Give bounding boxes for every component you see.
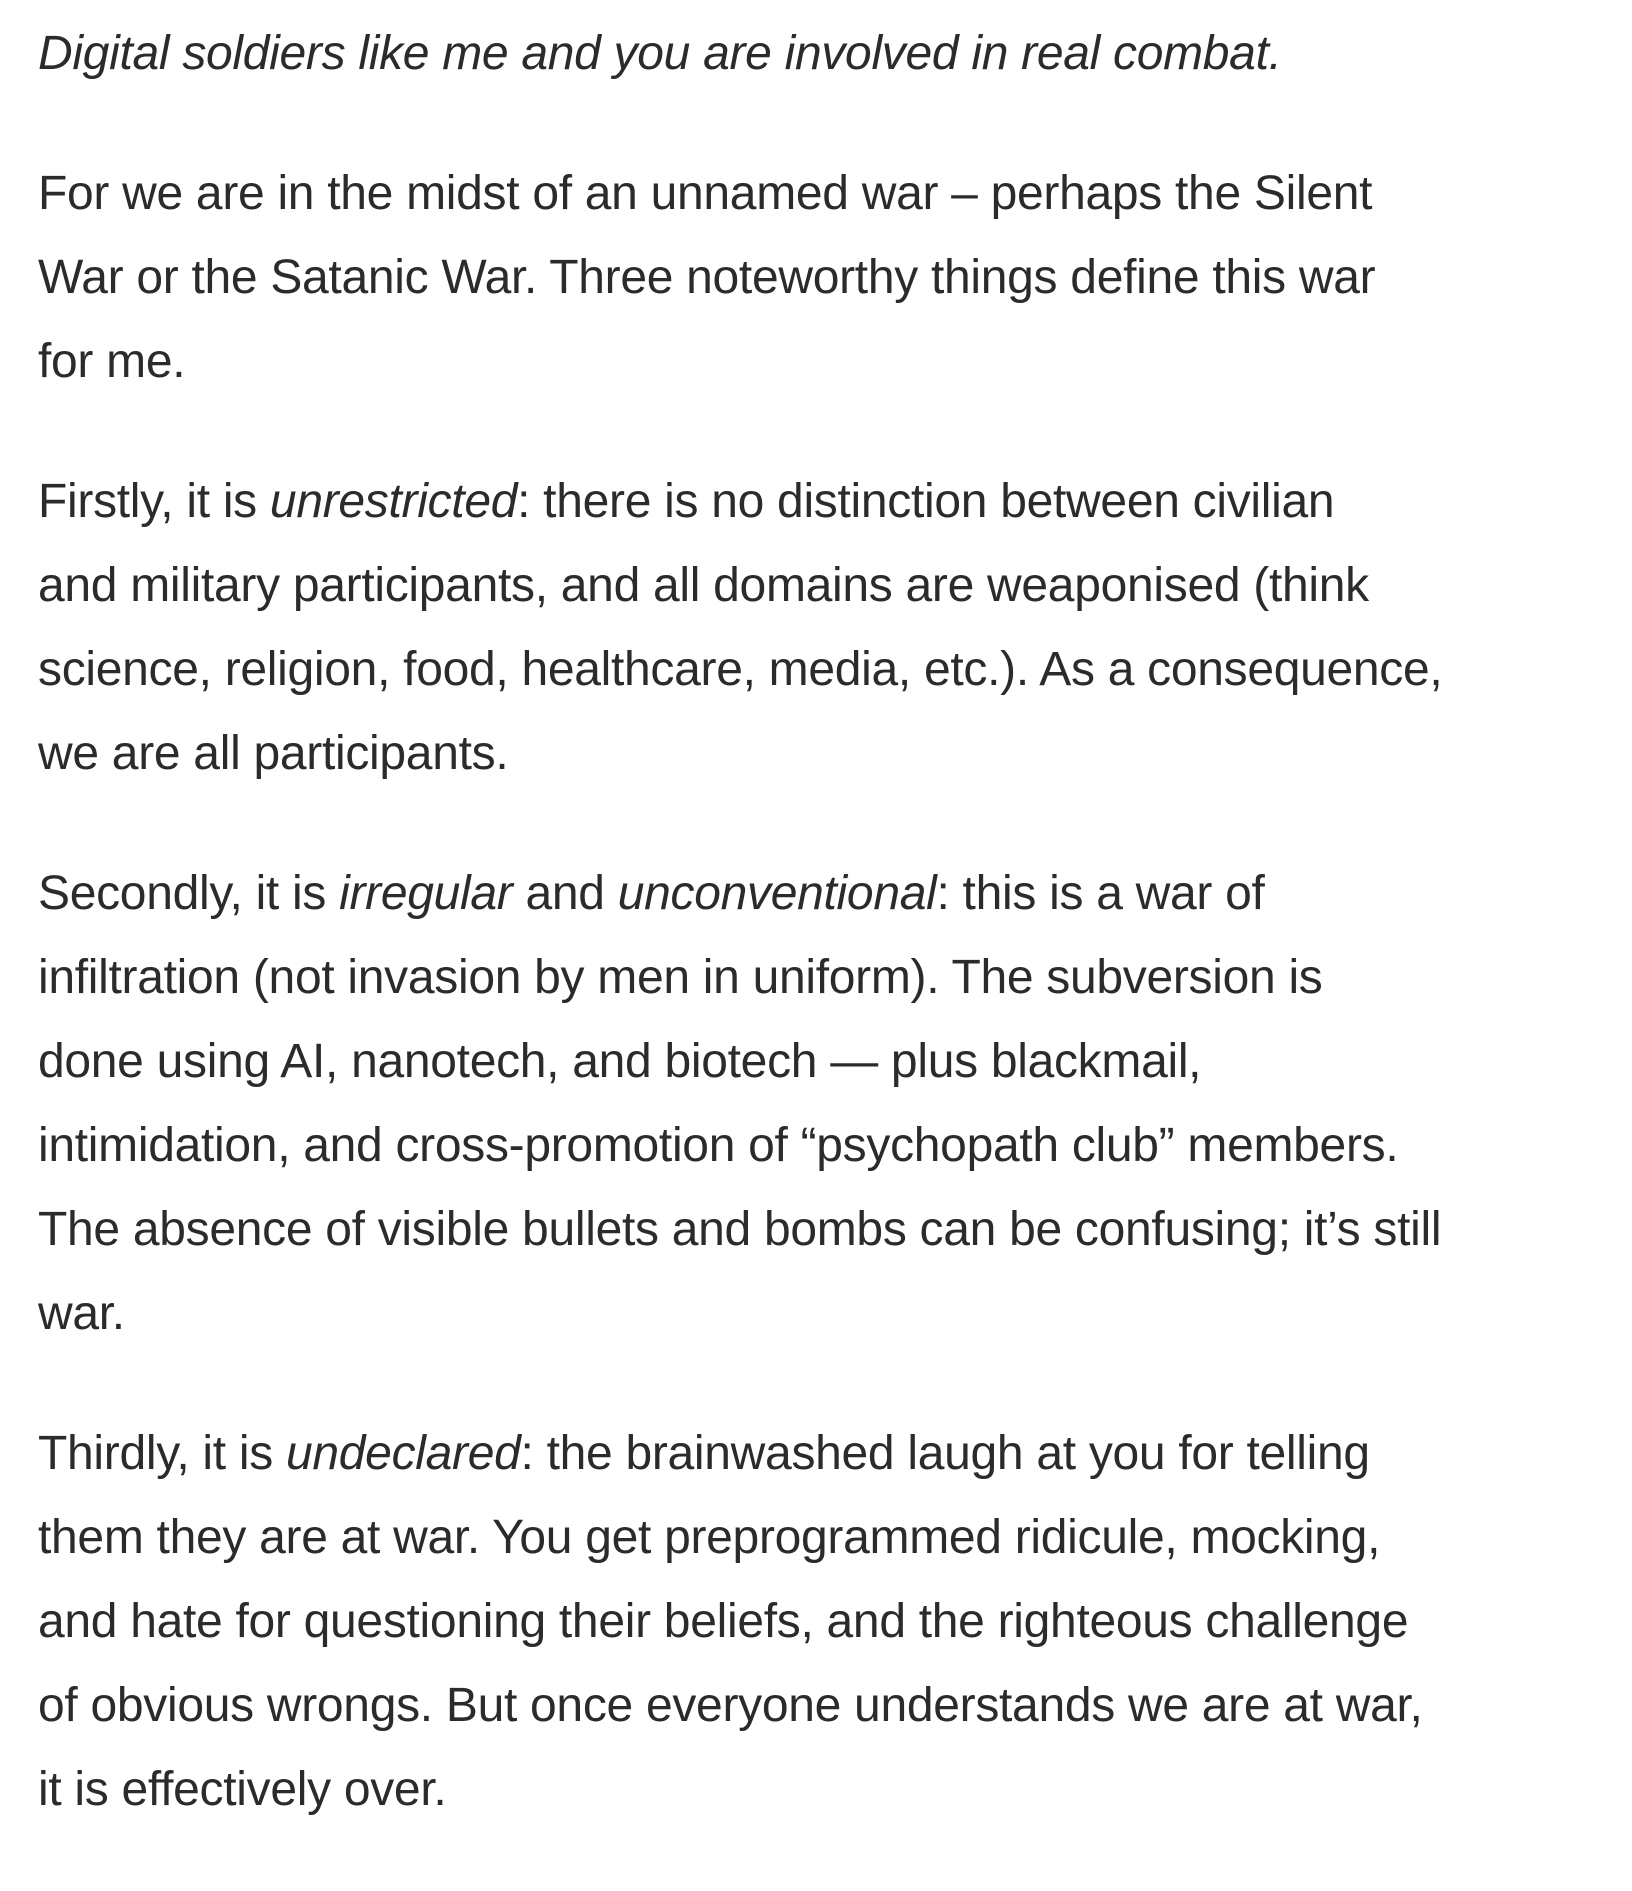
body-text: Secondly, it is — [38, 867, 340, 920]
text-line — [38, 1020, 1624, 1104]
text-line — [38, 1580, 1624, 1664]
text-line — [38, 1188, 1624, 1272]
body-text: and — [512, 867, 618, 920]
emphasis-text: Digital soldiers like me and you are involved in real combat. — [38, 27, 1282, 80]
emphasis-text: undeclared — [285, 1427, 521, 1480]
body-text: : there is no distinction between civilian — [517, 475, 1335, 528]
body-text: For we are in the midst of an unnamed war – perhaps the Silent — [38, 167, 1373, 220]
text-line — [38, 1664, 1624, 1748]
body-text: science, religion, food, healthcare, media, etc.). As a consequence, — [38, 643, 1443, 696]
text-line — [38, 1748, 1624, 1832]
body-text: infiltration (not invasion by men in uniform). The subversion is — [38, 951, 1323, 1004]
text-line — [38, 152, 1624, 236]
body-text: war. — [38, 1287, 125, 1340]
text-line — [38, 1104, 1624, 1188]
text-line — [38, 236, 1624, 320]
body-text: them they are at war. You get preprogrammed ridicule, mocking, — [38, 1511, 1381, 1564]
text-line — [38, 320, 1624, 404]
text-line — [38, 852, 1624, 936]
paragraph-5 — [38, 1412, 1624, 1832]
text-line — [38, 12, 1624, 96]
text-line — [38, 936, 1624, 1020]
body-text: Thirdly, it is — [38, 1427, 286, 1480]
body-text: it is effectively over. — [38, 1763, 447, 1816]
body-text: of obvious wrongs. But once everyone understands we are at war, — [38, 1679, 1423, 1732]
text-line — [38, 1496, 1624, 1580]
body-text: and military participants, and all domains are weaponised (think — [38, 559, 1369, 612]
body-text: The absence of visible bullets and bombs can be confusing; it’s still — [38, 1203, 1442, 1256]
emphasis-text: irregular — [339, 867, 513, 920]
paragraph-3 — [38, 460, 1624, 796]
text-line — [38, 460, 1624, 544]
text-line — [38, 544, 1624, 628]
body-text: for me. — [38, 335, 186, 388]
body-text: intimidation, and cross-promotion of “psychopath club” members. — [38, 1119, 1399, 1172]
text-line — [38, 1412, 1624, 1496]
body-text: Firstly, it is — [38, 475, 270, 528]
text-line — [38, 628, 1624, 712]
body-text: War or the Satanic War. Three noteworthy things define this war — [38, 251, 1376, 304]
body-text: : this is a war of — [936, 867, 1265, 920]
text-line — [38, 712, 1624, 796]
text-line — [38, 1272, 1624, 1356]
emphasis-text: unconventional — [617, 867, 937, 920]
body-text: done using AI, nanotech, and biotech — plus blackmail, — [38, 1035, 1202, 1088]
paragraph-4 — [38, 852, 1624, 1356]
body-text: and hate for questioning their beliefs, and the righteous challenge — [38, 1595, 1409, 1648]
paragraph-2 — [38, 152, 1624, 404]
body-text: we are all participants. — [38, 727, 509, 780]
body-text: : the brainwashed laugh at you for telling — [520, 1427, 1370, 1480]
paragraph-1 — [38, 12, 1624, 96]
emphasis-text: unrestricted — [269, 475, 518, 528]
